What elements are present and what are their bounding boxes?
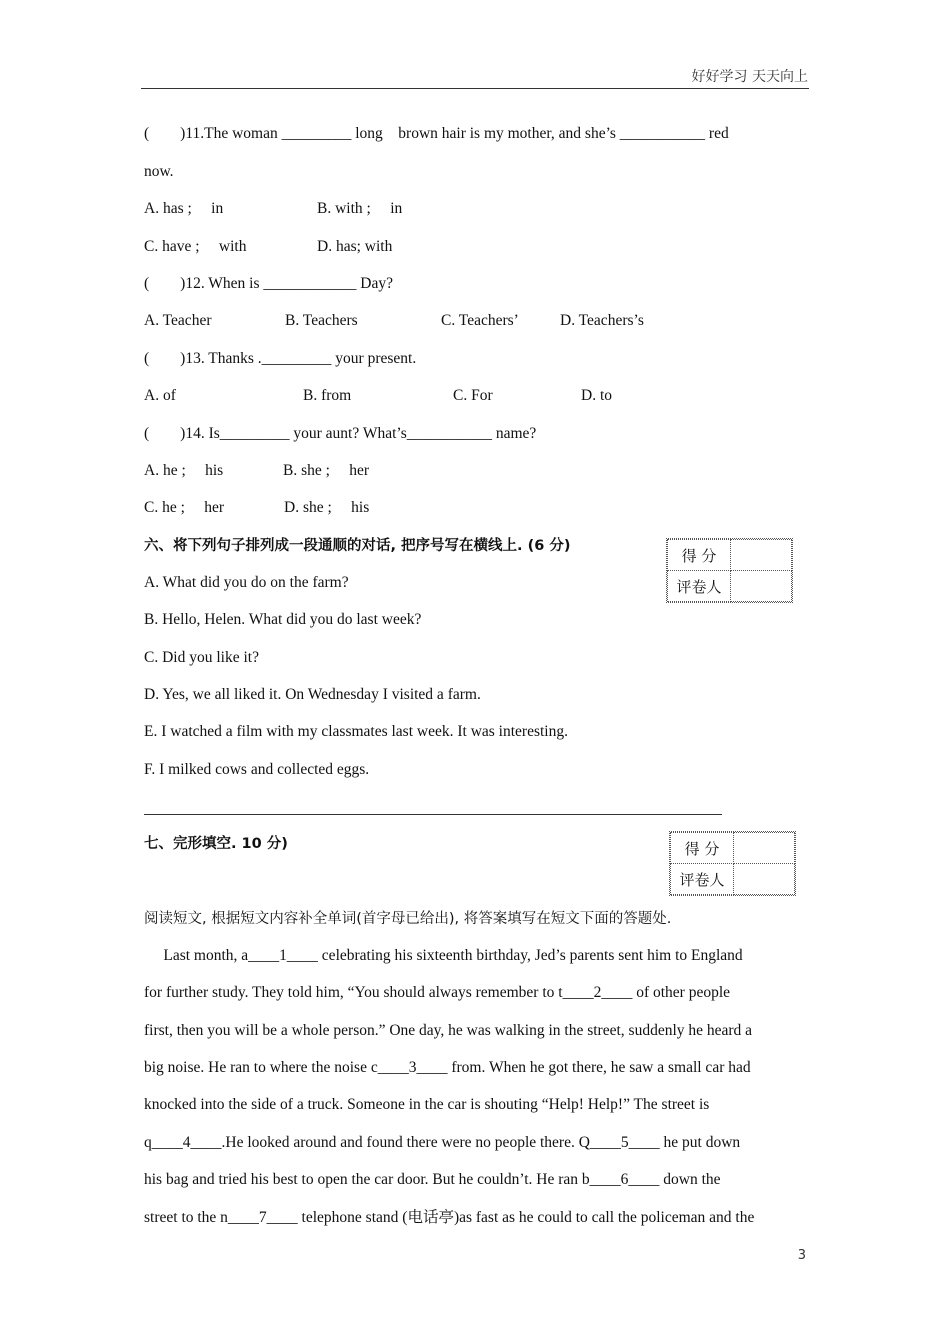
question-12-option-a: A. Teacher [144,312,212,329]
dialogue-sentence-c: C. Did you like it? [144,649,259,666]
passage-line: big noise. He ran to where the noise c____3____ from. When he got there, he saw a small car had [144,1059,751,1076]
question-11-stem: ( )11.The woman _________ long brown hair is my mother, and she’s ___________ red [144,125,729,142]
section-7-instruction: 阅读短文, 根据短文内容补全单词(首字母已给出), 将答案填写在短文下面的答题处. [144,911,672,927]
score-entry-cell[interactable] [731,540,792,571]
passage-line: first, then you will be a whole person.” One day, he was walking in the street, suddenly he heard a [144,1022,753,1039]
answer-line[interactable] [144,814,722,815]
score-label: 得 分 [671,833,734,864]
dialogue-sentence-b: B. Hello, Helen. What did you do last week? [144,611,422,628]
question-13-option-c: C. For [453,387,493,404]
question-13-option-d: D. to [581,387,612,404]
header-motto: 好好学习 天天向上 [691,69,808,85]
section-7-title: 七、完形填空. 10 分) [144,836,288,852]
question-13-option-b: B. from [303,387,352,404]
grader-label: 评卷人 [668,571,731,602]
header-divider [141,88,809,89]
question-14-option-d: D. she ; his [284,499,370,516]
section-7-score-box [669,831,796,896]
passage-line: q____4____.He looked around and found there were no people there. Q____5____ he put down [144,1134,741,1151]
passage-line: Last month, a____1____ celebrating his sixteenth birthday, Jed’s parents sent him to England [144,947,743,964]
dialogue-sentence-f: F. I milked cows and collected eggs. [144,761,370,778]
dialogue-sentence-d: D. Yes, we all liked it. On Wednesday I visited a farm. [144,686,481,703]
question-11-option-d: D. has; with [317,238,393,255]
question-11-option-c: C. have ; with [144,238,247,255]
question-14-option-a: A. he ; his [144,462,224,479]
question-14-option-c: C. he ; her [144,499,225,516]
section-6-title: 六、将下列句子排列成一段通顺的对话, 把序号写在横线上. (6 分) [144,538,571,554]
passage-line: street to the n____7____ telephone stand (电话亭)as fast as he could to call the policeman and the [144,1209,755,1226]
page-number: 3 [797,1248,806,1263]
question-13-stem: ( )13. Thanks ._________ your present. [144,350,417,367]
section-6-score-box [666,538,793,603]
dialogue-sentence-e: E. I watched a film with my classmates last week. It was interesting. [144,723,568,740]
question-14-option-b: B. she ; her [283,462,370,479]
question-12-option-b: B. Teachers [285,312,358,329]
question-13-option-a: A. of [144,387,176,404]
question-11-stem-continued: now. [144,163,174,180]
score-entry-cell[interactable] [734,833,795,864]
question-11-option-a: A. has ; in [144,200,224,217]
grader-entry-cell[interactable] [731,571,792,602]
passage-line: for further study. They told him, “You should always remember to t____2____ of other people [144,984,731,1001]
question-12-option-d: D. Teachers’s [560,312,644,329]
grader-entry-cell[interactable] [734,864,795,895]
passage-line: knocked into the side of a truck. Someone in the car is shouting “Help! Help!” The street is [144,1096,710,1113]
question-11-option-b: B. with ; in [317,200,403,217]
question-14-stem: ( )14. Is_________ your aunt? What’s___________ name? [144,425,537,442]
passage-line: his bag and tried his best to open the car door. But he couldn’t. He ran b____6____ down the [144,1171,721,1188]
question-12-option-c: C. Teachers’ [441,312,519,329]
dialogue-sentence-a: A. What did you do on the farm? [144,574,349,591]
question-12-stem: ( )12. When is ____________ Day? [144,275,393,292]
grader-label: 评卷人 [671,864,734,895]
score-label: 得 分 [668,540,731,571]
